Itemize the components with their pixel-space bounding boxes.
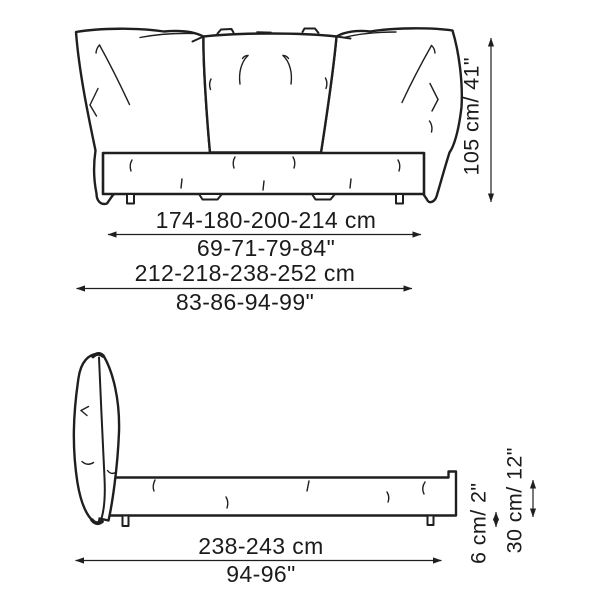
front-height-label: 105 cm/ 41" [459, 57, 484, 176]
front-inner-width-cm-label: 174-180-200-214 cm [155, 207, 377, 233]
side-view-drawing [74, 354, 456, 526]
side-base-rail [108, 472, 456, 516]
side-depth-cm-label: 238-243 cm [198, 533, 324, 559]
side-base-feet [123, 516, 434, 527]
side-headboard-cushion [74, 354, 119, 523]
side-depth-in-label: 94-96" [226, 561, 296, 587]
front-outer-width-cm-label: 212-218-238-252 cm [134, 260, 356, 286]
front-inner-width-in-label: 69-71-79-84" [196, 235, 336, 261]
front-center-cushion [203, 34, 336, 153]
front-view-drawing [76, 28, 462, 204]
front-outer-width-in-label: 83-86-94-99" [175, 289, 315, 315]
front-base-feet [127, 194, 403, 204]
side-leg-height-label: 6 cm/ 2" [466, 482, 491, 564]
side-base-height-label: 30 cm/ 12" [502, 447, 527, 554]
